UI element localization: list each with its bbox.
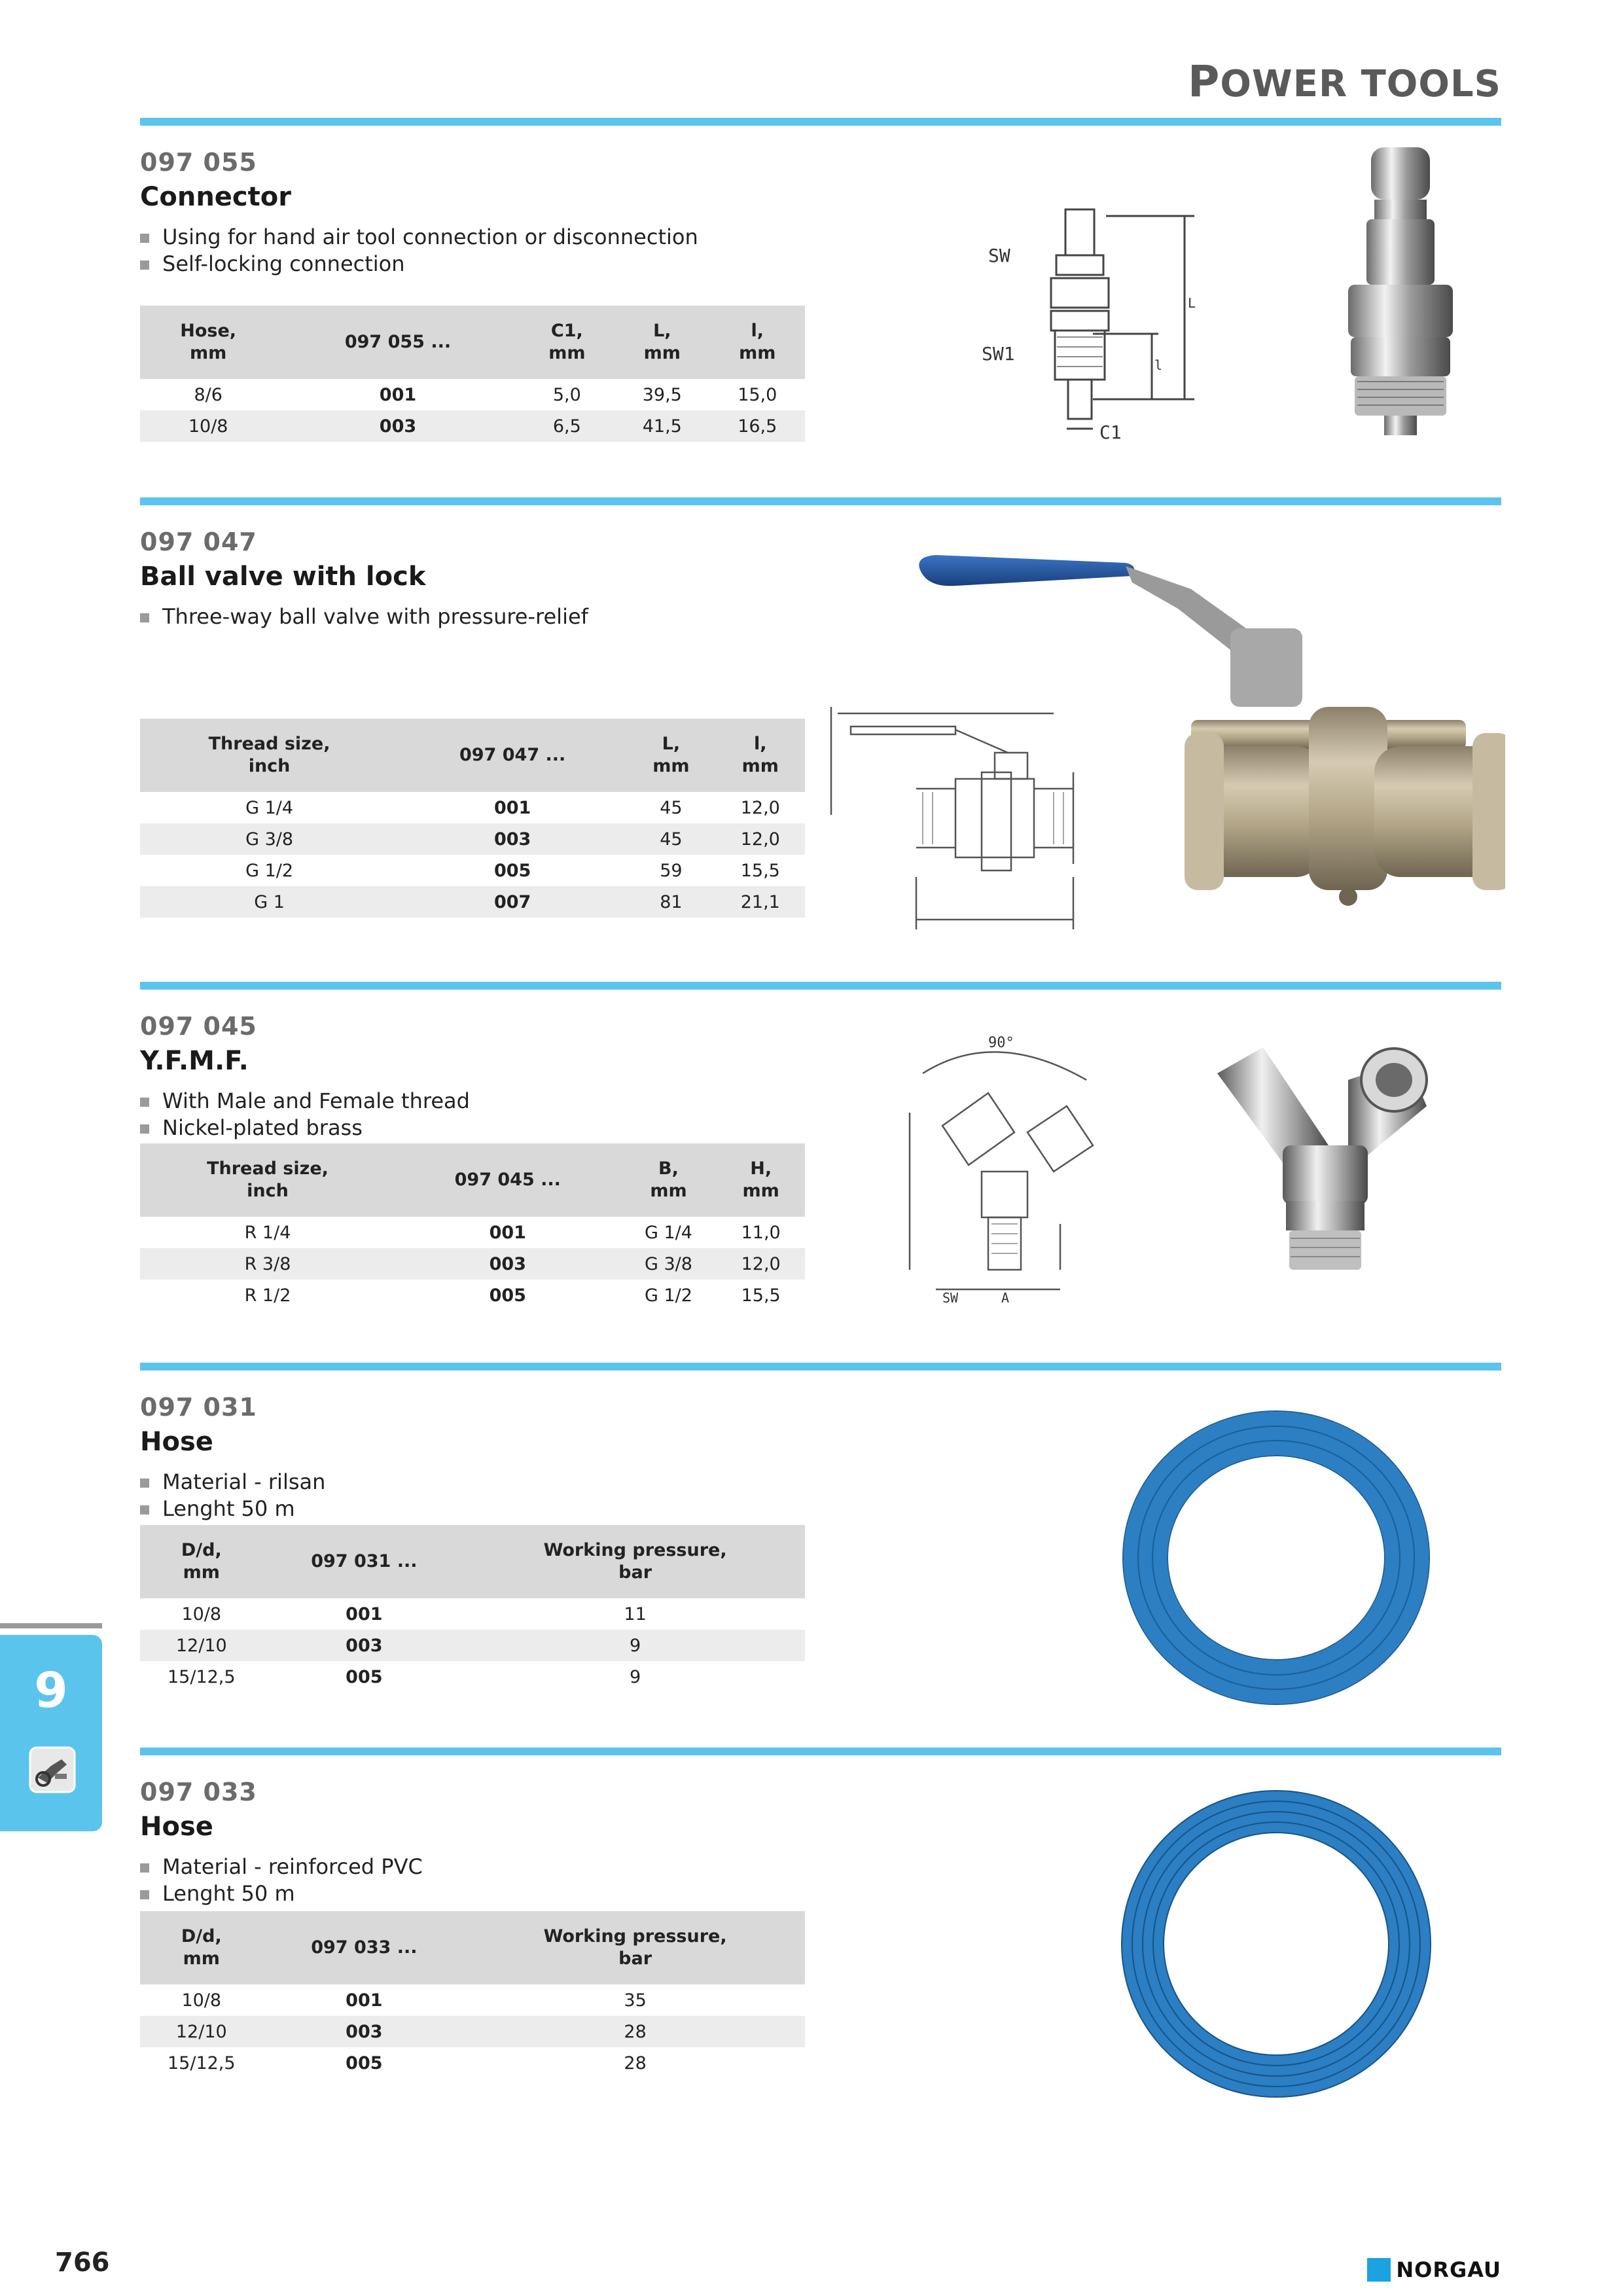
table-row [140, 1217, 805, 1248]
table-cell: 005 [493, 860, 531, 881]
table-cell: 59 [660, 860, 683, 881]
feature-item: Using for hand air tool connection or disconnection [140, 224, 1501, 251]
table-row [140, 855, 805, 886]
table-header: 097 033 ... [263, 1911, 466, 1984]
section-divider [140, 497, 1501, 505]
product-name: Y.F.M.F. [140, 1046, 249, 1076]
table-cell: 15/12,5 [167, 1666, 236, 1687]
table-row [140, 410, 805, 442]
table-cell: 15,0 [738, 384, 777, 405]
product-code: 097 033 [140, 1778, 257, 1806]
drawing-label-l-upper: L [1188, 295, 1196, 311]
table-cell: 28 [624, 2053, 647, 2073]
table-cell: 007 [399, 886, 626, 918]
feature-item: Nickel-plated brass [140, 1115, 1501, 1141]
table-cell: 5,0 [552, 384, 581, 405]
product-code: 097 055 [140, 148, 257, 177]
drawing-label-angle: 90° [988, 1035, 1014, 1051]
table-cell: 9 [629, 1666, 641, 1687]
table-cell: R 1/4 [244, 1222, 291, 1243]
side-tab-divider [0, 1623, 102, 1628]
table-cell: 001 [346, 1604, 383, 1624]
table-row [140, 2016, 805, 2047]
table-cell: 21,1 [716, 886, 805, 918]
table-row [140, 792, 805, 823]
hose-coil-rilsan-photo [1113, 1401, 1440, 1715]
table-row [140, 1598, 805, 1630]
table-cell: 28 [465, 2016, 805, 2047]
table-row [140, 1984, 805, 2016]
table-cell: 15,5 [741, 1285, 781, 1306]
table-cell: 005 [489, 1285, 526, 1306]
table-row [140, 379, 805, 410]
table-cell: 12/10 [140, 2016, 263, 2047]
product-name: Ball valve with lock [140, 562, 426, 592]
product-code: 097 047 [140, 528, 257, 556]
table-cell: 15/12,5 [167, 2053, 236, 2073]
spec-table [140, 1143, 805, 1311]
header-title-initial: P [1187, 56, 1221, 107]
table-row [140, 823, 805, 855]
brand-logo-square [1367, 2258, 1391, 2282]
table-row [140, 886, 805, 918]
table-cell: 10/8 [181, 1990, 222, 2011]
product-name: Connector [140, 182, 291, 212]
product-name: Hose [140, 1427, 213, 1457]
table-cell: 001 [379, 384, 417, 405]
table-header: C1, mm [520, 306, 615, 379]
drawing-label-a: A [1001, 1290, 1010, 1306]
table-header: L, mm [615, 306, 709, 379]
power-tool-icon [29, 1746, 76, 1793]
table-cell: 8/6 [194, 384, 223, 405]
connector-technical-drawing [969, 196, 1204, 445]
table-cell: G 1/2 [644, 1285, 692, 1306]
spec-table [140, 306, 805, 442]
table-cell: 003 [263, 1630, 466, 1661]
brand-logo [1367, 2257, 1501, 2283]
table-header: 097 047 ... [399, 719, 626, 792]
table-header: Thread size, inch [140, 1143, 395, 1217]
header-title-rest: OWER TOOLS [1220, 63, 1501, 105]
table-header: Thread size, inch [140, 719, 399, 792]
yfmf-technical-drawing [897, 1034, 1119, 1309]
table-cell: G 1 [140, 886, 399, 918]
drawing-label-c1: C1 [1099, 422, 1122, 443]
hose-coil-pvc-photo [1113, 1780, 1440, 2108]
table-header: 097 055 ... [276, 306, 519, 379]
spec-table [140, 719, 805, 918]
table-row [140, 1248, 805, 1280]
table-row [140, 2047, 805, 2079]
section-divider [140, 1363, 1501, 1371]
table-cell: 003 [276, 410, 519, 442]
table-header: Hose, mm [140, 306, 276, 379]
table-row [140, 1280, 805, 1311]
ball-valve-photo [916, 550, 1505, 916]
table-cell: 12/10 [140, 1630, 263, 1661]
table-cell: 001 [489, 1222, 526, 1243]
table-cell: 005 [346, 2053, 383, 2073]
page-header-title [1188, 56, 1501, 107]
drawing-label-l-lower: l [1154, 357, 1163, 373]
table-row [140, 1661, 805, 1693]
section-divider [140, 118, 1501, 126]
product-code: 097 045 [140, 1012, 257, 1041]
table-cell: 81 [626, 886, 715, 918]
table-header: H, mm [717, 1143, 805, 1217]
table-row [140, 1630, 805, 1661]
table-cell: 45 [626, 823, 715, 855]
table-cell: 003 [263, 2016, 466, 2047]
table-header: D/d, mm [140, 1525, 263, 1598]
table-cell: 16,5 [710, 410, 805, 442]
feature-item: Self-locking connection [140, 251, 1501, 278]
table-header: 097 045 ... [395, 1143, 620, 1217]
table-cell: 39,5 [642, 384, 682, 405]
product-name: Hose [140, 1812, 213, 1842]
table-cell: 005 [346, 1666, 383, 1687]
table-cell: 6,5 [520, 410, 615, 442]
table-cell: G 1/4 [644, 1222, 692, 1243]
table-cell: R 3/8 [140, 1248, 395, 1280]
table-cell: 9 [465, 1630, 805, 1661]
table-cell: 11,0 [741, 1222, 781, 1243]
table-cell: 15,5 [740, 860, 780, 881]
section-divider [140, 982, 1501, 990]
table-cell: R 1/2 [244, 1285, 291, 1306]
feature-item: Lenght 50 m [140, 1880, 1501, 1907]
table-cell: 003 [395, 1248, 620, 1280]
table-cell: 45 [660, 797, 683, 818]
yfmf-photo [1217, 1034, 1440, 1296]
table-header: l, mm [716, 719, 805, 792]
table-header: B, mm [620, 1143, 717, 1217]
table-header: Working pressure, bar [465, 1525, 805, 1598]
table-cell: 12,0 [740, 797, 780, 818]
feature-list [140, 224, 1501, 278]
product-code: 097 031 [140, 1393, 257, 1422]
table-cell: G 1/4 [245, 797, 294, 818]
feature-item: Material - rilsan [140, 1469, 1501, 1496]
section-divider [140, 1748, 1501, 1755]
table-header: Working pressure, bar [465, 1911, 805, 1984]
table-cell: G 1/2 [245, 860, 294, 881]
table-header: L, mm [626, 719, 715, 792]
table-header: 097 031 ... [263, 1525, 466, 1598]
drawing-label-sw: SW [942, 1290, 959, 1306]
table-cell: G 3/8 [620, 1248, 717, 1280]
table-cell: 003 [399, 823, 626, 855]
drawing-label-sw: SW [988, 245, 1010, 266]
table-cell: 35 [624, 1990, 647, 2011]
table-cell: 12,0 [716, 823, 805, 855]
spec-table [140, 1525, 805, 1693]
brand-name: NORGAU [1396, 2257, 1501, 2282]
table-cell: 10/8 [140, 410, 276, 442]
feature-item: Three-way ball valve with pressure-relief [140, 603, 1501, 630]
spec-table [140, 1911, 805, 2079]
table-cell: 001 [346, 1990, 383, 2011]
table-cell: G 3/8 [140, 823, 399, 855]
feature-item: Material - reinforced PVC [140, 1854, 1501, 1880]
table-header: l, mm [710, 306, 805, 379]
table-cell: 001 [493, 797, 531, 818]
table-cell: 11 [624, 1604, 647, 1624]
feature-item: Lenght 50 m [140, 1496, 1501, 1522]
connector-photo [1329, 141, 1472, 442]
chapter-number: 9 [34, 1662, 68, 1719]
table-cell: 41,5 [615, 410, 709, 442]
page-number: 766 [55, 2248, 110, 2278]
table-cell: 10/8 [181, 1604, 222, 1624]
feature-item: With Male and Female thread [140, 1088, 1501, 1115]
table-cell: 12,0 [717, 1248, 805, 1280]
drawing-label-sw1: SW1 [982, 343, 1015, 365]
table-header: D/d, mm [140, 1911, 263, 1984]
